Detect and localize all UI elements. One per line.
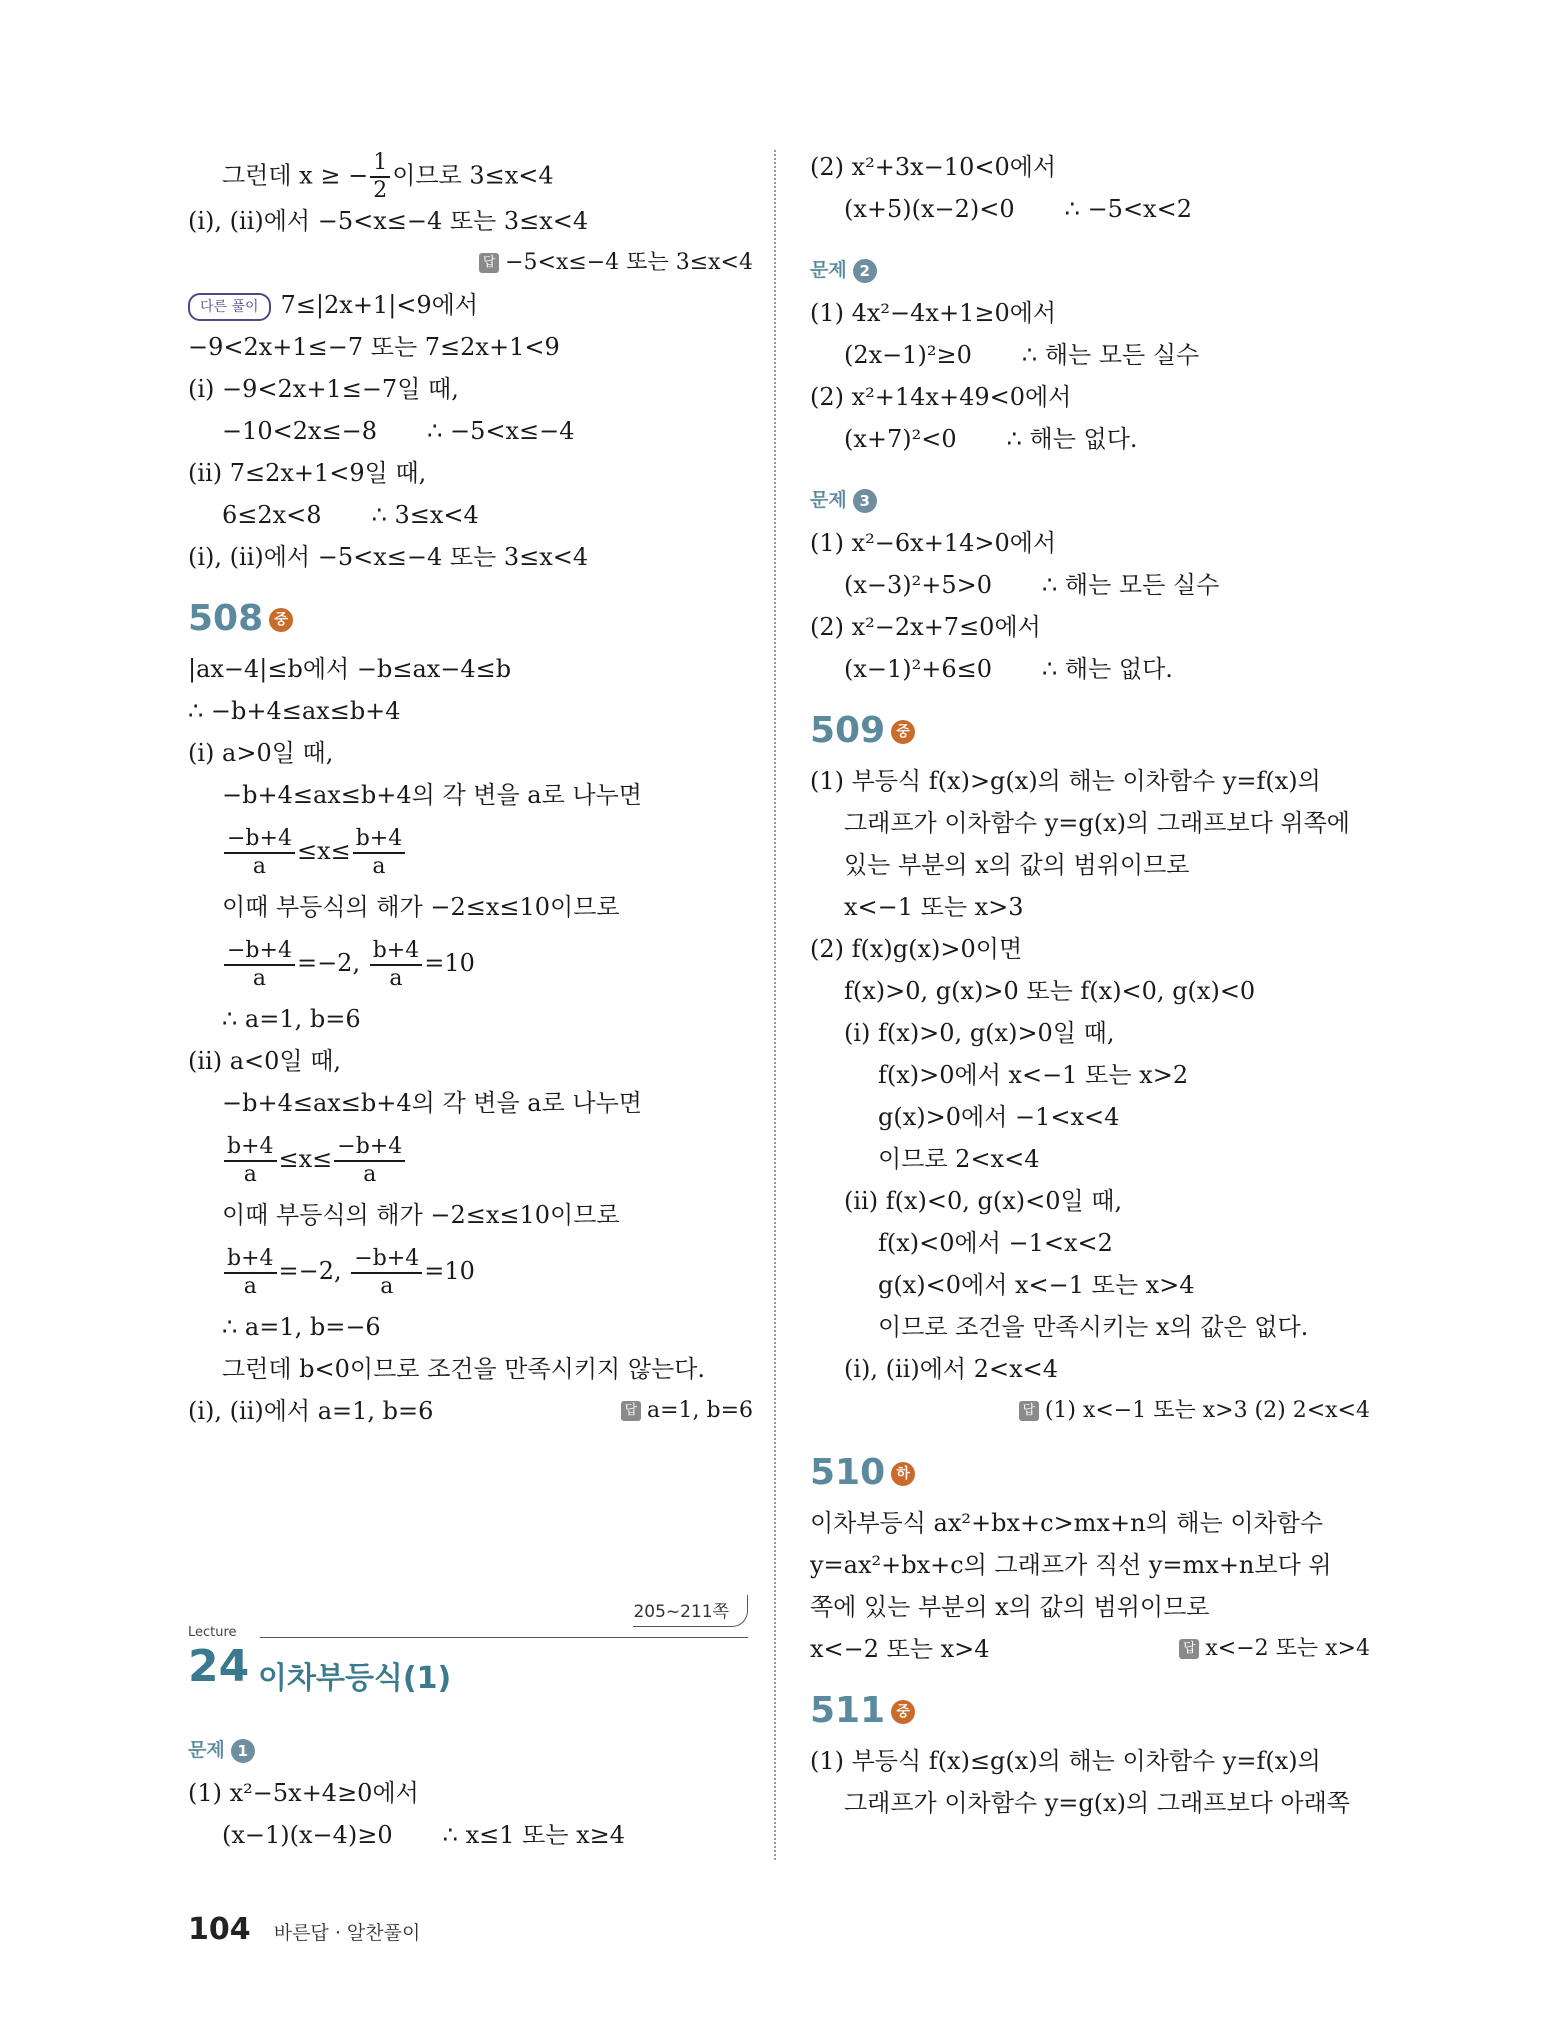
text-line: |ax−4|≤b에서 −b≤ax−4≤b [188,655,512,683]
text-line: (2) x²−2x+7≤0에서 [810,613,1041,641]
fraction [224,938,295,992]
page-number: 104 [188,1912,251,1947]
line-text: 7≤|2x+1|<9에서 [280,291,479,319]
text-line: x<−1 또는 x>3 [844,893,1024,921]
fraction [224,826,295,880]
line-text: (x−3)²+5>0 [844,571,993,599]
subheading-number: 2 [853,259,877,283]
text-line: −b+4≤ax≤b+4의 각 변을 a로 나누면 [222,781,642,809]
frac-den: a [380,1273,394,1299]
text-line [188,150,753,203]
text-line: f(x)<0에서 −1<x<2 [878,1229,1113,1257]
line-text: 6≤2x<8 [222,501,322,529]
answer-line [188,1390,753,1432]
level-badge: 중 [891,720,915,744]
text-line: (2) x²+14x+49<0에서 [810,383,1072,411]
line-text: 그런데 x ≥ − [222,161,369,190]
text-line: (ⅰ) a>0일 때, [188,739,334,767]
text-line: 그런데 b<0이므로 조건을 만족시키지 않는다. [222,1355,706,1383]
text-line: ∴ a=1, b=6 [222,1005,361,1033]
answer [1179,1628,1370,1670]
text-line: −9<2x+1≤−7 또는 7≤2x+1<9 [188,333,560,361]
text-line: 그래프가 이차함수 y=g(x)의 그래프보다 위쪽에 [844,809,1350,837]
answer-mark-icon: 답 [1179,1639,1199,1659]
answer-mark-icon: 답 [1019,1401,1039,1421]
level-badge: 중 [891,1700,915,1724]
text-line: (1) 4x²−4x+1≥0에서 [810,299,1057,327]
text-line [810,564,1370,606]
text-line [188,284,753,326]
text-line: (ⅱ) a<0일 때, [188,1047,342,1075]
text-line [810,648,1370,690]
frac-den: a [363,1161,377,1187]
problem-number [810,1444,1370,1502]
line-text: =−2, [296,949,361,977]
frac-num: b+4 [224,1246,277,1274]
subheading-label: 문제 [188,1739,225,1761]
lecture-number: 24 [188,1641,250,1692]
line-text: (x+5)(x−2)<0 [844,195,1015,223]
lecture-title: 이차부등식(1) [258,1661,452,1696]
subheading-label: 문제 [810,489,847,511]
level-badge: 중 [269,608,293,632]
fraction [370,150,390,204]
text-line: (ⅰ) f(x)>0, g(x)>0일 때, [844,1019,1115,1047]
fraction-line [188,1236,753,1306]
answer-text: −5<x≤−4 또는 3≤x<4 [505,250,753,275]
fraction [224,1246,277,1300]
frac-num: b+4 [224,1134,277,1162]
text-line [188,494,753,536]
frac-num: −b+4 [224,938,295,966]
answer-mark-icon: 답 [479,253,499,273]
answer [621,1390,753,1432]
text-line [810,418,1370,460]
text-line: (ⅱ) 7≤2x+1<9일 때, [188,459,427,487]
frac-num: −b+4 [224,826,295,854]
text-line: (2) f(x)g(x)>0이면 [810,935,1023,963]
line-text: ∴ 해는 모든 실수 [1042,571,1220,599]
text-line: 이므로 2<x<4 [878,1145,1040,1173]
fraction [370,938,423,992]
frac-den: 2 [373,178,388,203]
fraction [224,1134,277,1188]
text-line: (2) x²+3x−10<0에서 [810,153,1057,181]
answer-line [810,1390,1370,1432]
answer-text: x<−2 또는 x>4 [1205,1636,1370,1661]
problem-label: 509 [810,710,886,751]
text-line: g(x)>0에서 −1<x<4 [878,1103,1120,1131]
line-text: ∴ −5<x<2 [1064,195,1192,223]
text-line: (1) 부등식 f(x)>g(x)의 해는 이차함수 y=f(x)의 [810,767,1321,795]
fraction [351,1246,422,1300]
subheading-label: 문제 [810,259,847,281]
column-divider [774,150,776,1860]
fraction [334,1134,405,1188]
text-line: (ⅰ), (ⅱ)에서 2<x<4 [844,1355,1059,1383]
line-text: ∴ 해는 없다. [1042,655,1173,683]
line-text: (x+7)²<0 [844,425,957,453]
line-text: (2x−1)²≥0 [844,341,972,369]
line-text: =10 [424,949,475,977]
text-line: y=ax²+bx+c의 그래프가 직선 y=mx+n보다 위 [810,1551,1332,1579]
lecture-rule [260,1637,748,1638]
text-line: 이차부등식 ax²+bx+c>mx+n의 해는 이차함수 [810,1509,1324,1537]
text-line: −b+4≤ax≤b+4의 각 변을 a로 나누면 [222,1089,642,1117]
text-line: (1) 부등식 f(x)≤g(x)의 해는 이차함수 y=f(x)의 [810,1747,1321,1775]
frac-den: a [252,965,267,991]
line-text: x<−2 또는 x>4 [810,1635,990,1663]
problem-number [810,702,1370,760]
fraction-line [188,816,753,886]
text-line: 쪽에 있는 부분의 x의 값의 범위이므로 [810,1593,1210,1621]
text-line: 이때 부등식의 해가 −2≤x≤10이므로 [222,1201,620,1229]
problem-number [188,590,753,648]
left-column [188,150,753,1432]
lecture-problem-block [188,1728,753,1856]
text-line: f(x)>0에서 x<−1 또는 x>2 [878,1061,1189,1089]
line-text: 이므로 3≤x<4 [392,161,554,190]
answer-text: a=1, b=6 [646,1398,753,1423]
lecture-header [188,1595,748,1695]
problem-label: 510 [810,1452,886,1493]
problem-subheading [188,1728,753,1772]
line-text: =10 [424,1257,475,1285]
frac-den: a [389,965,403,991]
line-text: ∴ −5<x≤−4 [427,417,575,445]
answer [479,242,753,284]
fraction-line [188,928,753,998]
text-line [188,1814,753,1856]
fraction-line [188,1124,753,1194]
book-title: 바른답 · 알찬풀이 [273,1922,421,1944]
alt-solution-badge: 다른 풀이 [188,293,271,321]
text-line: (ⅰ) −9<2x+1≤−7일 때, [188,375,459,403]
problem-label: 508 [188,598,264,639]
text-line [188,410,753,452]
line-text: (ⅰ), (ⅱ)에서 a=1, b=6 [188,1397,434,1425]
text-line [810,188,1370,230]
line-text: ≤x≤ [296,837,351,865]
answer-text: (1) x<−1 또는 x>3 (2) 2<x<4 [1044,1398,1370,1423]
text-line: (ⅰ), (ⅱ)에서 −5<x≤−4 또는 3≤x<4 [188,543,589,571]
text-line: ∴ −b+4≤ax≤b+4 [188,697,401,725]
text-line: 이때 부등식의 해가 −2≤x≤10이므로 [222,893,620,921]
answer-line [810,1628,1370,1670]
line-text: −10<2x≤−8 [222,417,378,445]
line-text: =−2, [278,1257,342,1285]
line-text: (x−1)²+6≤0 [844,655,993,683]
text-line: 있는 부분의 x의 값의 범위이므로 [844,851,1190,879]
frac-den: a [243,1161,257,1187]
text-line [810,334,1370,376]
right-column [810,146,1370,1824]
text-line: 그래프가 이차함수 y=g(x)의 그래프보다 아래쪽 [844,1789,1350,1817]
page-footer [188,1912,420,1947]
answer-mark-icon: 답 [621,1401,641,1421]
text-line: (1) x²−5x+4≥0에서 [188,1779,419,1807]
frac-num: 1 [370,150,390,178]
lecture-page-range: 205~211쪽 [633,1595,748,1627]
line-text: ∴ 해는 없다. [1006,425,1138,453]
text-line: ∴ a=1, b=−6 [222,1313,381,1341]
answer-line [188,242,753,284]
frac-den: a [252,853,267,879]
text-line: (ⅰ), (ⅱ)에서 −5<x≤−4 또는 3≤x<4 [188,207,589,235]
frac-num: −b+4 [351,1246,422,1274]
fraction [353,826,406,880]
text-line: 이므로 조건을 만족시키는 x의 값은 없다. [878,1313,1309,1341]
answer [1019,1390,1370,1432]
problem-number [810,1682,1370,1740]
problem-subheading [810,478,1370,522]
line-text: (x−1)(x−4)≥0 [222,1821,393,1849]
text-line: (ⅱ) f(x)<0, g(x)<0일 때, [844,1187,1123,1215]
frac-num: −b+4 [334,1134,405,1162]
frac-num: b+4 [370,938,423,966]
problem-subheading [810,248,1370,292]
line-text: ∴ 3≤x<4 [371,501,479,529]
line-text: ∴ 해는 모든 실수 [1021,341,1200,369]
lecture-label: Lecture [188,1625,237,1640]
frac-num: b+4 [353,826,406,854]
frac-den: a [372,853,386,879]
line-text: ∴ x≤1 또는 x≥4 [442,1821,626,1849]
text-line: (1) x²−6x+14>0에서 [810,529,1057,557]
subheading-number: 1 [231,1739,255,1763]
text-line: f(x)>0, g(x)>0 또는 f(x)<0, g(x)<0 [844,977,1256,1005]
subheading-number: 3 [853,489,877,513]
level-badge: 하 [891,1462,915,1486]
problem-label: 511 [810,1690,886,1731]
frac-den: a [243,1273,257,1299]
text-line: g(x)<0에서 x<−1 또는 x>4 [878,1271,1195,1299]
line-text: ≤x≤ [278,1145,333,1173]
